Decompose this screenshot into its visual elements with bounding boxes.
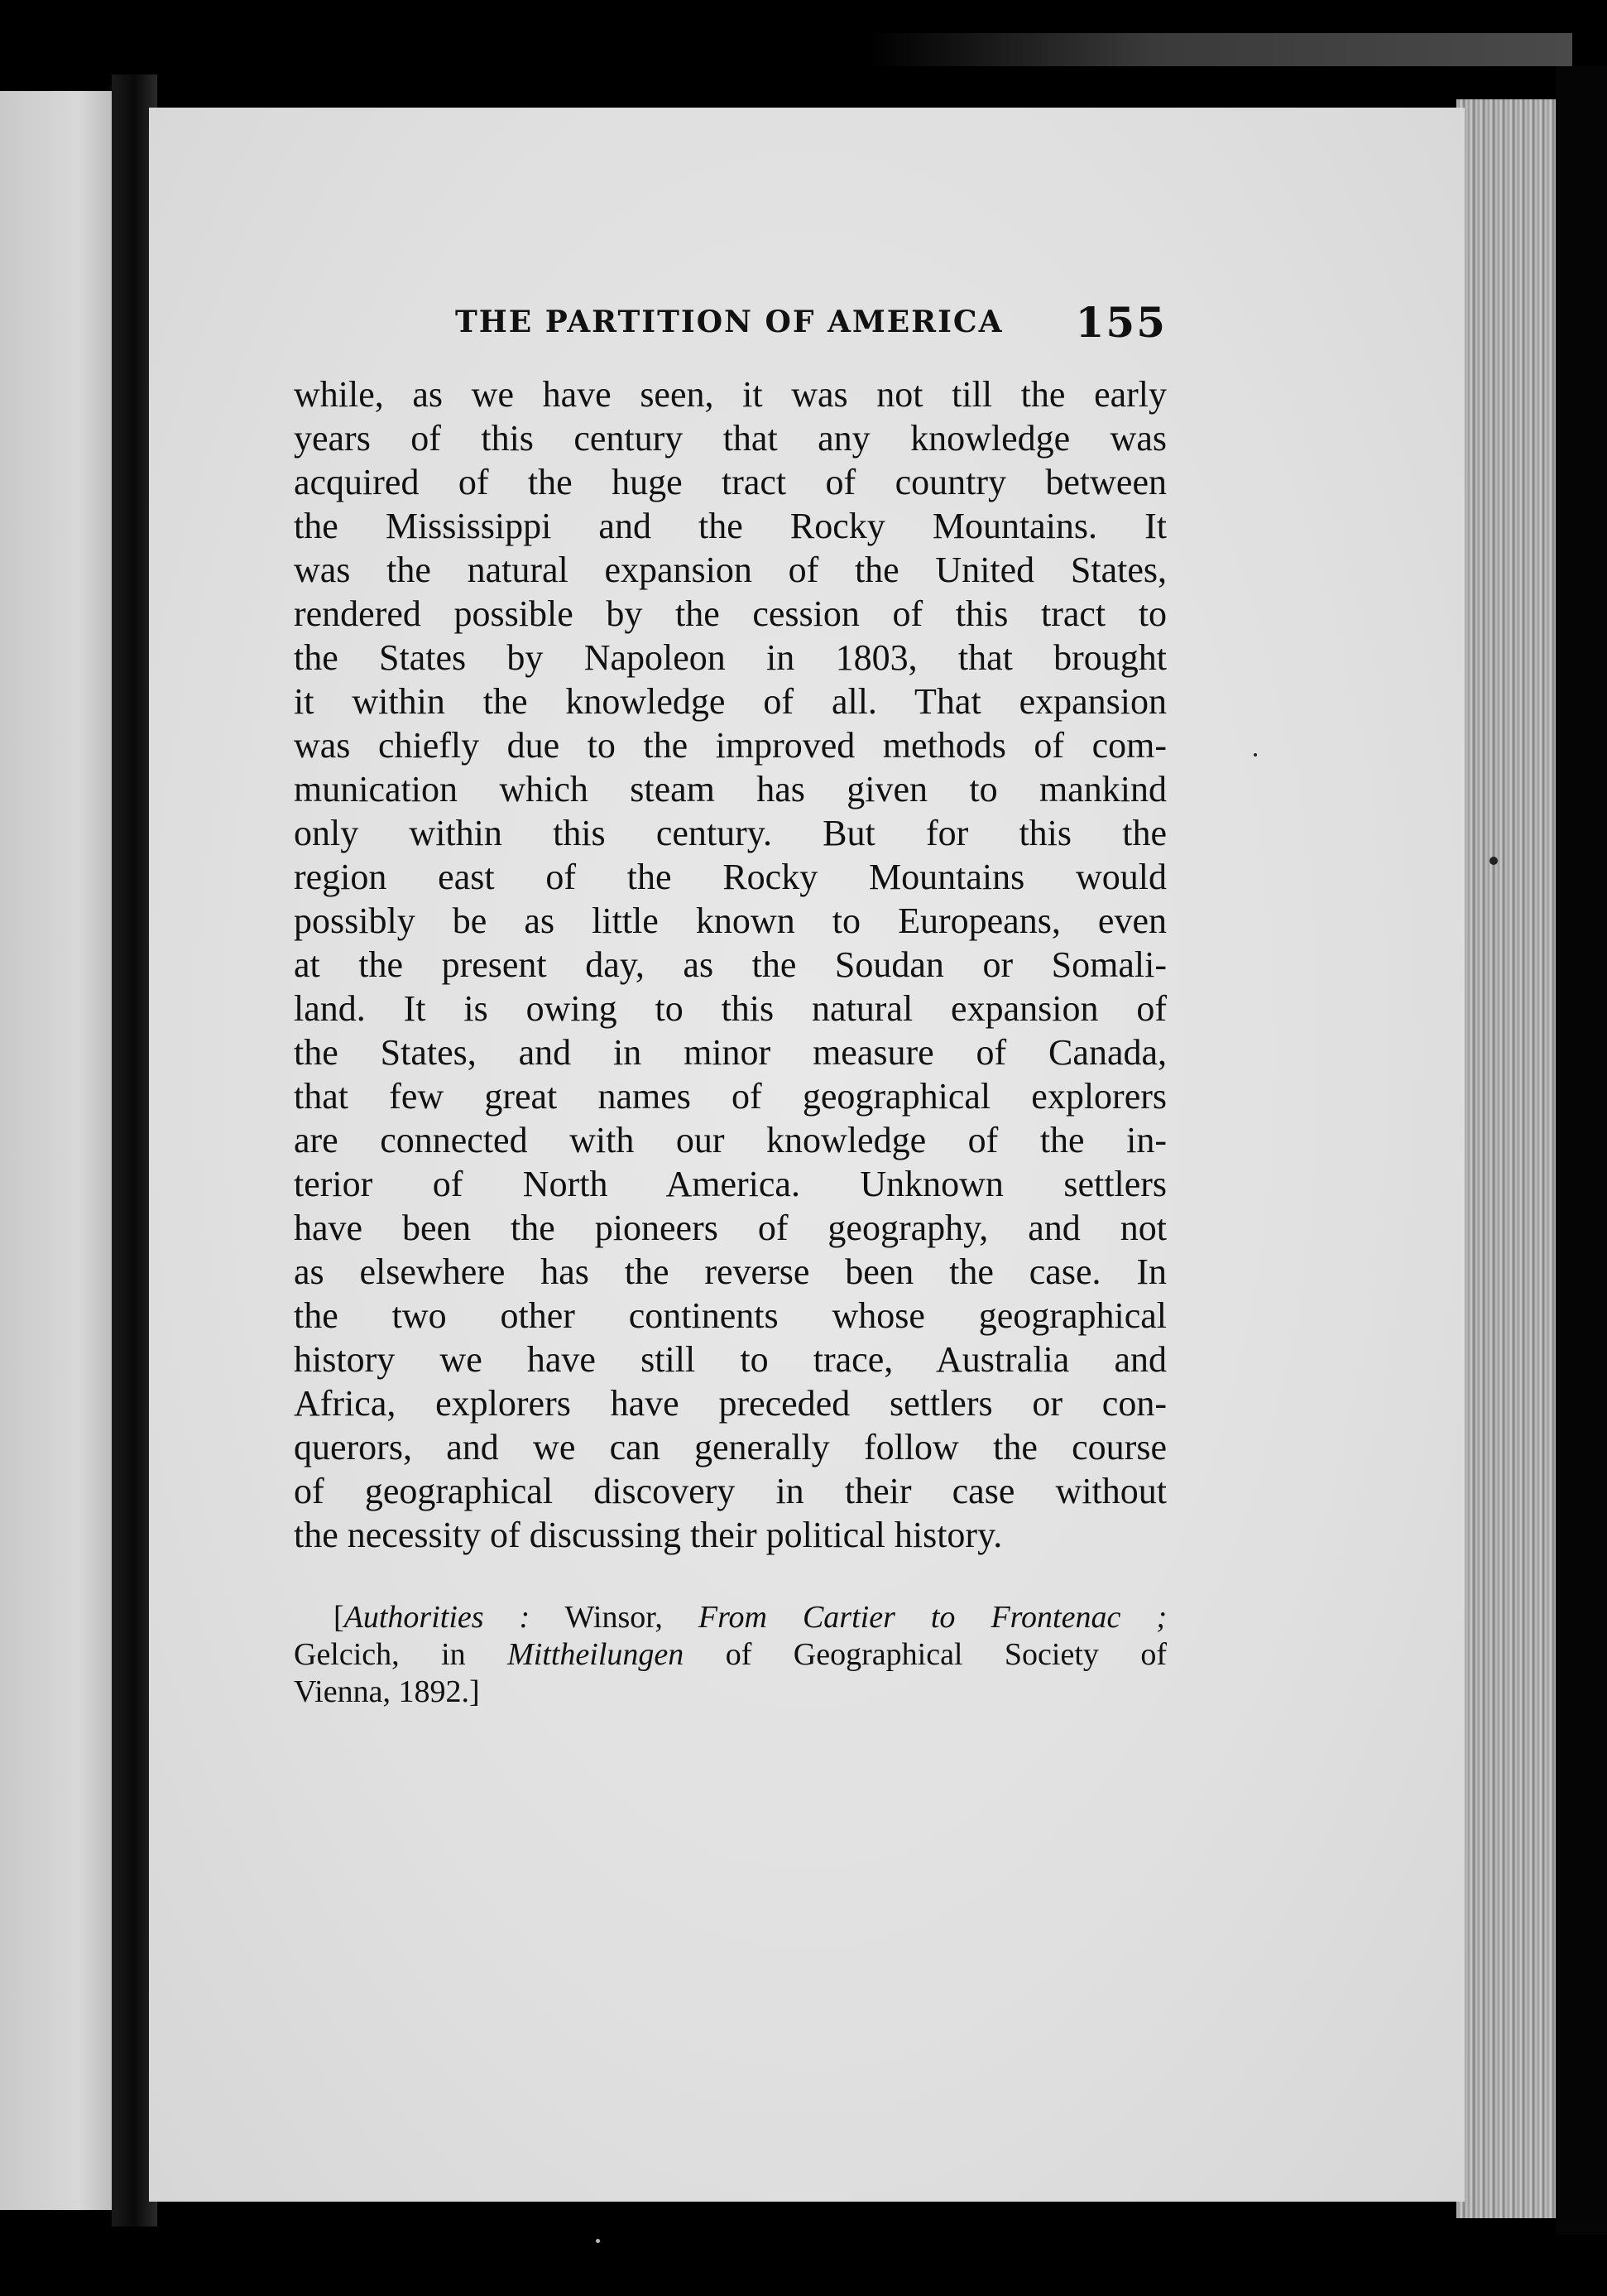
running-title: THE PARTITION OF AMERICA [455, 305, 1004, 339]
text-line: land. It is owing to this natural expansion of [294, 988, 1167, 1029]
paper-speck [1254, 753, 1257, 757]
footnote-line: Vienna, 1892.] [294, 1674, 480, 1709]
journal-title: Mittheilungen [507, 1637, 684, 1672]
text-line: at the present day, as the Soudan or Somali- [294, 944, 1167, 985]
footnote-line [294, 1599, 1167, 1636]
text-line: of geographical discovery in their case without [294, 1471, 1167, 1511]
text-line: acquired of the huge tract of country between [294, 462, 1167, 502]
running-head [455, 298, 1167, 356]
page-edges-stack [1456, 99, 1556, 2218]
author-gelcich: Gelcich, in [294, 1637, 508, 1672]
body-paragraph [294, 372, 1167, 1557]
paper-speck [1489, 857, 1498, 865]
text-line: Africa, explorers have preceded settlers or con- [294, 1383, 1167, 1424]
journal-rest: of Geographical Society of [684, 1637, 1167, 1672]
text-line: region east of the Rocky Mountains would [294, 857, 1167, 897]
text-line: years of this century that any knowledge was [294, 418, 1167, 459]
paper-speck [596, 2239, 600, 2243]
text-line: are connected with our knowledge of the in- [294, 1120, 1167, 1160]
text-line: the States, and in minor measure of Canada, [294, 1032, 1167, 1073]
text-line: it within the knowledge of all. That expansion [294, 681, 1167, 722]
scan-top-edge [869, 33, 1572, 66]
page-number: 155 [1075, 298, 1167, 347]
author-winsor: Winsor, [530, 1600, 698, 1635]
text-line: history we have still to trace, Australia and [294, 1339, 1167, 1380]
scan-right-border [1556, 66, 1607, 2235]
text-line: was chiefly due to the improved methods of com- [294, 725, 1167, 766]
text-line: was the natural expansion of the United States, [294, 550, 1167, 590]
text-line: as elsewhere has the reverse been the case. In [294, 1251, 1167, 1292]
open-bracket: [ [333, 1600, 344, 1635]
text-line: that few great names of geographical explorers [294, 1076, 1167, 1117]
text-line: munication which steam has given to mankind [294, 769, 1167, 809]
text-line: querors, and we can generally follow the course [294, 1427, 1167, 1467]
text-line: only within this century. But for this the [294, 813, 1167, 853]
authorities-footnote [294, 1599, 1167, 1711]
authorities-label: Authorities : [343, 1600, 530, 1635]
winsor-title: From Cartier to Frontenac ; [698, 1600, 1168, 1635]
text-line: possibly be as little known to Europeans, even [294, 901, 1167, 941]
text-line: rendered possible by the cession of this tract to [294, 593, 1167, 634]
text-line: the necessity of discussing their political history. [294, 1515, 1003, 1555]
text-line: have been the pioneers of geography, and not [294, 1208, 1167, 1248]
text-line: the States by Napoleon in 1803, that brought [294, 637, 1167, 678]
text-line: the two other continents whose geographical [294, 1295, 1167, 1336]
text-line: while, as we have seen, it was not till the early [294, 374, 1167, 415]
facing-page-edge [0, 91, 112, 2210]
text-line: terior of North America. Unknown settlers [294, 1164, 1167, 1204]
text-line: the Mississippi and the Rocky Mountains. It [294, 506, 1167, 546]
footnote-line [294, 1636, 1167, 1674]
